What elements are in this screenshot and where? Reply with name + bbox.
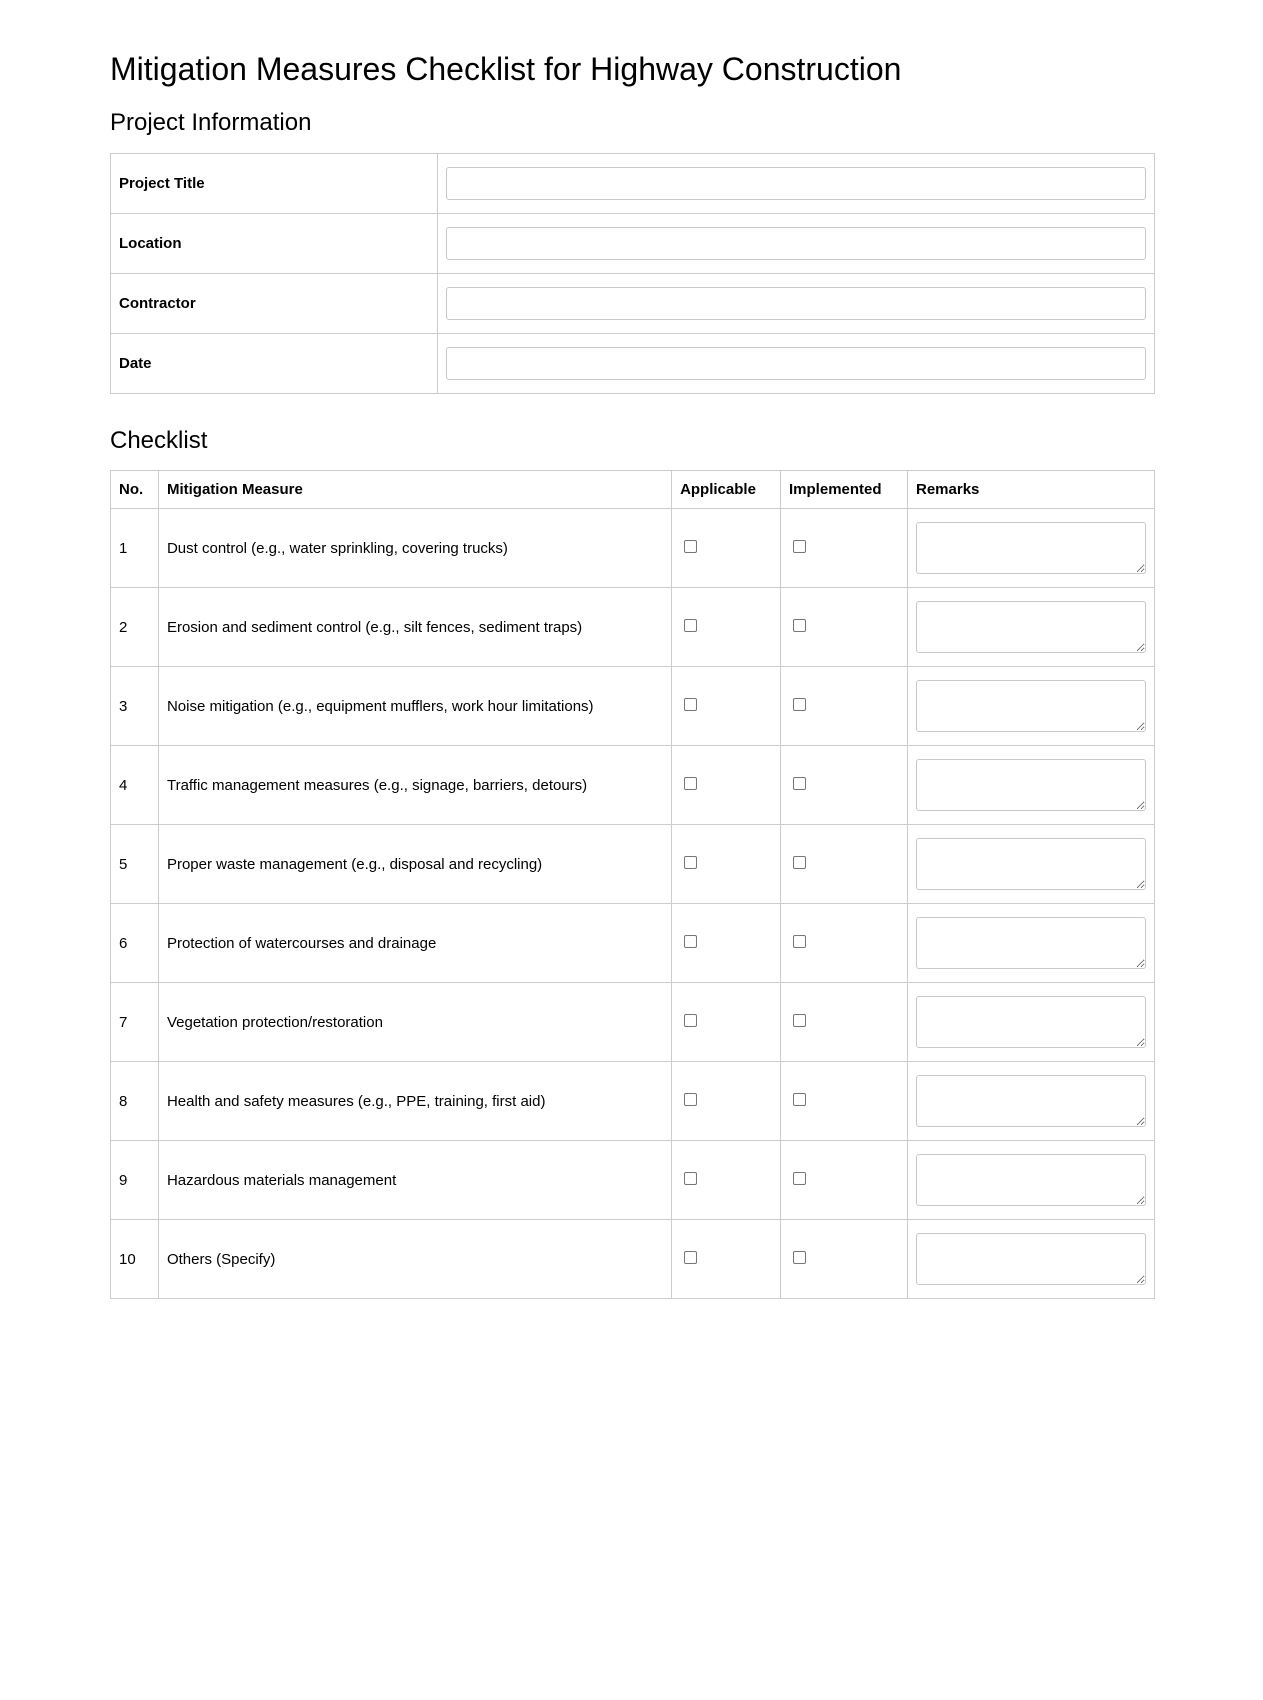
table-row [111, 1062, 1155, 1141]
applicable-checkbox[interactable] [684, 619, 697, 632]
contractor-label: Contractor [111, 274, 438, 334]
mitigation-measure: Erosion and sediment control (e.g., silt fences, sediment traps) [158, 588, 671, 667]
remarks-textarea[interactable] [916, 601, 1146, 653]
column-header-measure: Mitigation Measure [158, 471, 671, 509]
row-number: 7 [111, 983, 159, 1062]
remarks-textarea[interactable] [916, 917, 1146, 969]
mitigation-measure: Protection of watercourses and drainage [158, 904, 671, 983]
location-label: Location [111, 214, 438, 274]
remarks-textarea[interactable] [916, 522, 1146, 574]
table-row [111, 509, 1155, 588]
applicable-checkbox[interactable] [684, 935, 697, 948]
table-row [111, 904, 1155, 983]
applicable-checkbox[interactable] [684, 1093, 697, 1106]
row-number: 3 [111, 667, 159, 746]
implemented-checkbox[interactable] [793, 1014, 806, 1027]
row-number: 5 [111, 825, 159, 904]
row-number: 6 [111, 904, 159, 983]
page-title: Mitigation Measures Checklist for Highway Construction [110, 51, 902, 87]
checklist-heading: Checklist [110, 427, 208, 454]
mitigation-measure: Hazardous materials management [158, 1141, 671, 1220]
table-row [111, 825, 1155, 904]
checklist-header-row [111, 471, 1155, 509]
contractor-row [111, 274, 1155, 334]
mitigation-measure: Others (Specify) [158, 1220, 671, 1299]
table-row [111, 1141, 1155, 1220]
mitigation-measure: Traffic management measures (e.g., signage, barriers, detours) [158, 746, 671, 825]
remarks-textarea[interactable] [916, 759, 1146, 811]
column-header-applicable: Applicable [672, 471, 781, 509]
table-row [111, 588, 1155, 667]
implemented-checkbox[interactable] [793, 777, 806, 790]
column-header-no: No. [111, 471, 159, 509]
row-number: 1 [111, 509, 159, 588]
table-row [111, 1220, 1155, 1299]
mitigation-measure: Dust control (e.g., water sprinkling, covering trucks) [158, 509, 671, 588]
applicable-checkbox[interactable] [684, 1172, 697, 1185]
checklist-body [111, 509, 1155, 1299]
applicable-checkbox[interactable] [684, 856, 697, 869]
date-label: Date [111, 334, 438, 394]
implemented-checkbox[interactable] [793, 935, 806, 948]
date-row [111, 334, 1155, 394]
remarks-textarea[interactable] [916, 1075, 1146, 1127]
implemented-checkbox[interactable] [793, 698, 806, 711]
mitigation-measure: Noise mitigation (e.g., equipment mufflers, work hour limitations) [158, 667, 671, 746]
remarks-textarea[interactable] [916, 1154, 1146, 1206]
remarks-textarea[interactable] [916, 1233, 1146, 1285]
mitigation-measure: Proper waste management (e.g., disposal and recycling) [158, 825, 671, 904]
row-number: 4 [111, 746, 159, 825]
mitigation-measure: Health and safety measures (e.g., PPE, training, first aid) [158, 1062, 671, 1141]
mitigation-measure: Vegetation protection/restoration [158, 983, 671, 1062]
column-header-remarks: Remarks [908, 471, 1155, 509]
applicable-checkbox[interactable] [684, 777, 697, 790]
applicable-checkbox[interactable] [684, 698, 697, 711]
table-row [111, 746, 1155, 825]
implemented-checkbox[interactable] [793, 1093, 806, 1106]
column-header-implemented: Implemented [781, 471, 908, 509]
implemented-checkbox[interactable] [793, 856, 806, 869]
row-number: 10 [111, 1220, 159, 1299]
applicable-checkbox[interactable] [684, 1014, 697, 1027]
implemented-checkbox[interactable] [793, 619, 806, 632]
row-number: 2 [111, 588, 159, 667]
location-row [111, 214, 1155, 274]
project-title-row [111, 154, 1155, 214]
checklist-table [110, 470, 1155, 1299]
project-title-input[interactable] [446, 167, 1146, 200]
location-input[interactable] [446, 227, 1146, 260]
remarks-textarea[interactable] [916, 996, 1146, 1048]
table-row [111, 667, 1155, 746]
remarks-textarea[interactable] [916, 680, 1146, 732]
date-input[interactable] [446, 347, 1146, 380]
contractor-input[interactable] [446, 287, 1146, 320]
project-info-table [110, 153, 1155, 394]
implemented-checkbox[interactable] [793, 1172, 806, 1185]
applicable-checkbox[interactable] [684, 1251, 697, 1264]
project-title-label: Project Title [111, 154, 438, 214]
row-number: 8 [111, 1062, 159, 1141]
implemented-checkbox[interactable] [793, 1251, 806, 1264]
table-row [111, 983, 1155, 1062]
row-number: 9 [111, 1141, 159, 1220]
implemented-checkbox[interactable] [793, 540, 806, 553]
project-info-heading: Project Information [110, 109, 312, 136]
remarks-textarea[interactable] [916, 838, 1146, 890]
applicable-checkbox[interactable] [684, 540, 697, 553]
